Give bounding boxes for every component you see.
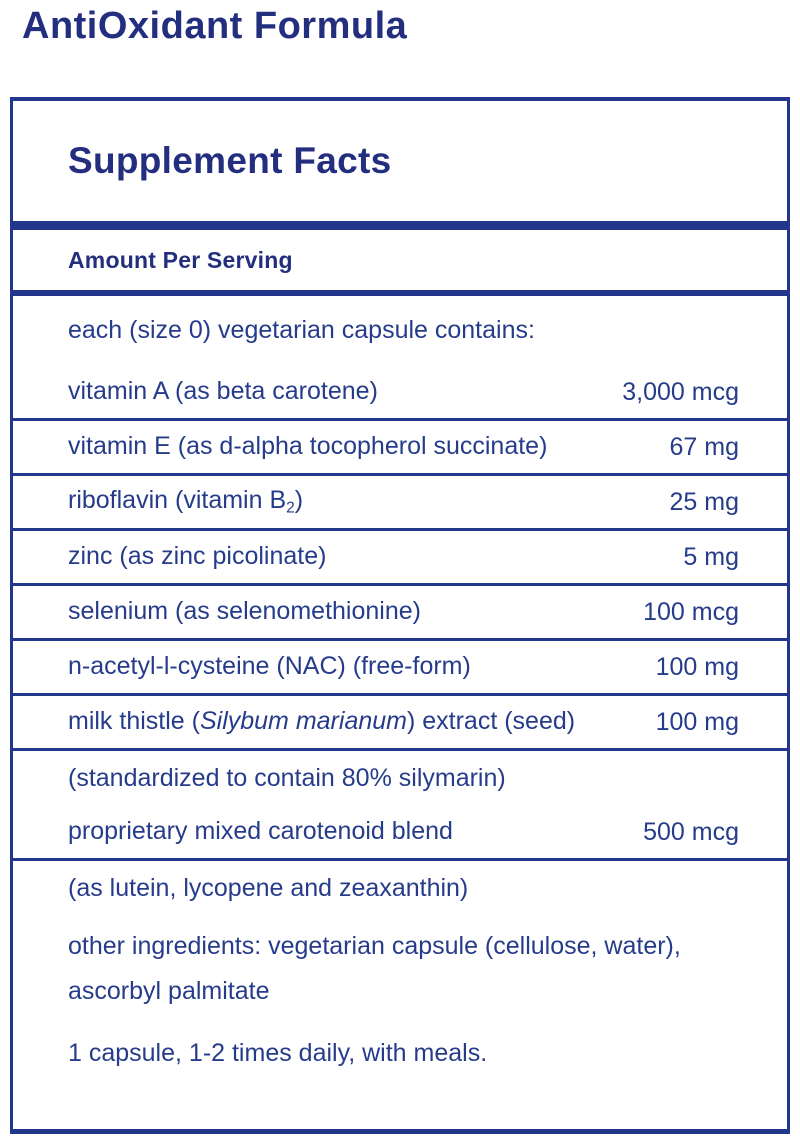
ingredient-label: zinc (as zinc picolinate) — [68, 542, 327, 571]
ingredient-row — [13, 1022, 787, 1086]
ingredient-label: proprietary mixed carotenoid blend — [68, 817, 453, 846]
ingredient-row — [13, 296, 787, 366]
amount-per-serving-row — [13, 230, 787, 290]
ingredient-amount: 100 mg — [655, 707, 739, 736]
product-title: AntiOxidant Formula — [22, 5, 408, 47]
ingredient-label: vitamin E (as d-alpha tocopherol succinate) — [68, 432, 548, 461]
ingredient-label: milk thistle (Silybum marianum) extract (seed) — [68, 707, 576, 736]
ingredient-row — [13, 751, 787, 806]
supplement-facts-heading: Supplement Facts — [68, 140, 392, 181]
ingredient-amount: 500 mcg — [643, 817, 739, 846]
ingredient-amount: 3,000 mcg — [622, 377, 739, 406]
ingredient-label: other ingredients: vegetarian capsule (cellulose, water), ascorbyl palmitate — [68, 932, 681, 1005]
ingredient-row — [13, 861, 787, 916]
ingredient-label: 1 capsule, 1-2 times daily, with meals. — [68, 1039, 488, 1068]
ingredient-row — [13, 641, 787, 696]
ingredient-label: each (size 0) vegetarian capsule contains: — [68, 316, 535, 345]
supplement-facts-header — [13, 101, 787, 221]
ingredient-row — [13, 916, 787, 1022]
ingredient-amount: 5 mg — [683, 542, 739, 571]
ingredient-row — [13, 531, 787, 586]
ingredient-label: (standardized to contain 80% silymarin) — [68, 763, 506, 792]
supplement-facts-panel — [10, 97, 790, 1134]
ingredient-row — [13, 421, 787, 476]
ingredient-label: n-acetyl-l-cysteine (NAC) (free-form) — [68, 652, 471, 681]
ingredient-row — [13, 366, 787, 421]
ingredient-amount: 100 mg — [655, 652, 739, 681]
ingredient-amount: 25 mg — [669, 487, 739, 516]
ingredient-row — [13, 696, 787, 751]
ingredient-label: selenium (as selenomethionine) — [68, 597, 421, 626]
thick-divider-bar — [13, 221, 787, 230]
ingredient-row — [13, 586, 787, 641]
amount-per-serving-label: Amount Per Serving — [68, 246, 293, 273]
ingredient-rows — [13, 296, 787, 1086]
ingredient-row — [13, 476, 787, 531]
ingredient-label: (as lutein, lycopene and zeaxanthin) — [68, 873, 469, 902]
ingredient-amount: 67 mg — [669, 432, 739, 461]
ingredient-label: riboflavin (vitamin $B_2$) — [68, 486, 304, 517]
ingredient-row — [13, 806, 787, 861]
ingredient-amount: 100 mcg — [643, 597, 739, 626]
ingredient-label: vitamin A (as beta carotene) — [68, 377, 378, 406]
